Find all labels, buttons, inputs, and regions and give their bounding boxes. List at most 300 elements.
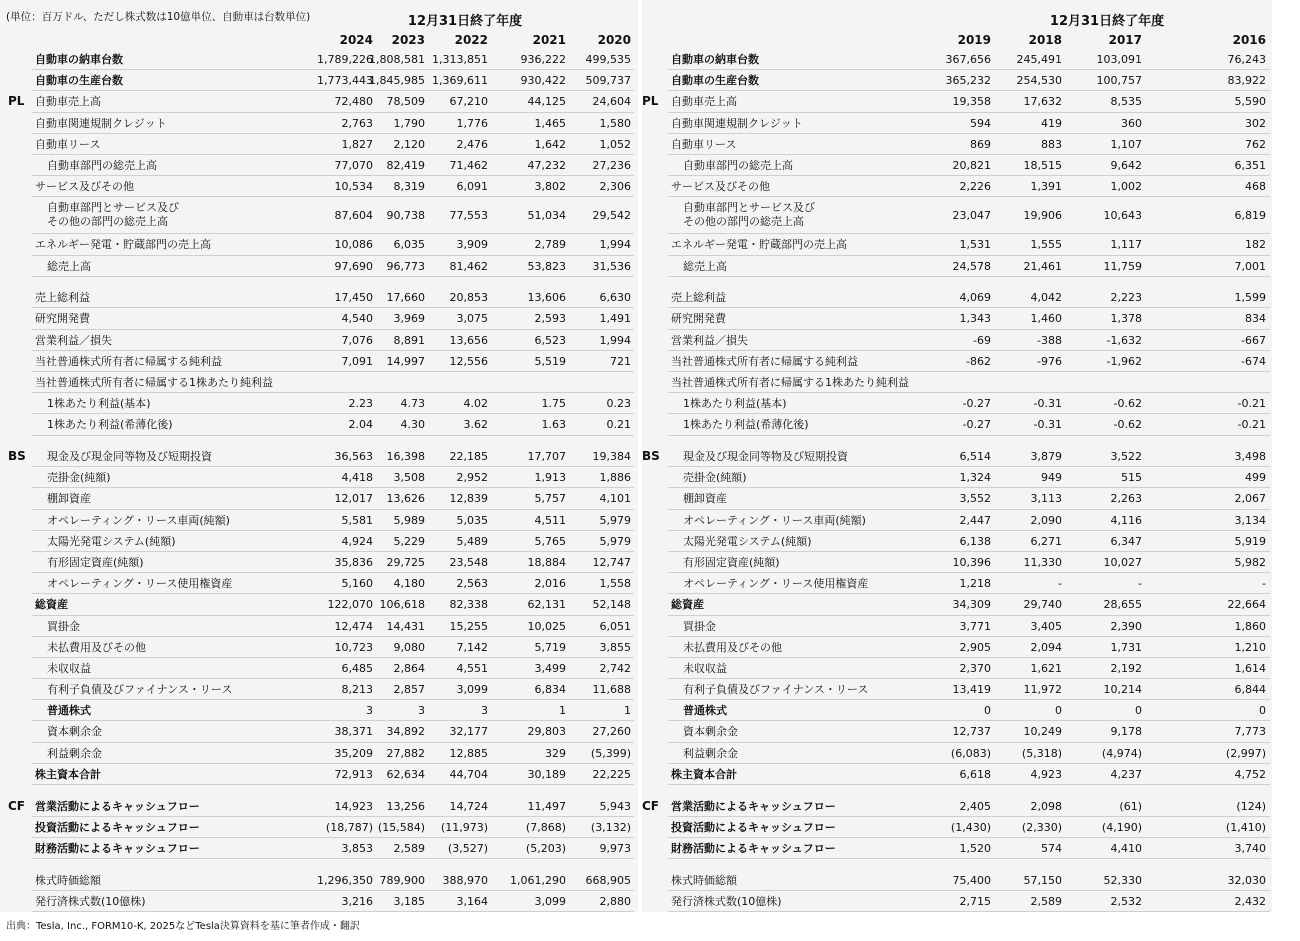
cell-value: (5,203): [525, 841, 566, 855]
cell-value: 28,655: [1103, 598, 1142, 612]
cell-value: 13,656: [449, 333, 488, 347]
cell-value: 5,765: [534, 534, 566, 548]
cell-value: 1,491: [599, 312, 631, 326]
cell-value: 76,243: [1227, 53, 1266, 66]
table-row: [642, 700, 1272, 721]
cell-value: 1,313,851: [432, 53, 488, 66]
cell-value: 3.62: [463, 418, 488, 432]
cell-value: 1,642: [534, 137, 566, 151]
row-label: 株式時価総額: [35, 873, 101, 887]
row-label: 財務活動によるキャッシュフロー: [35, 841, 200, 855]
row-label: 自動車部門とサービス及び その他の部門の総売上高: [47, 201, 179, 229]
cell-value: 10,249: [1023, 725, 1062, 739]
cell-value: 594: [970, 116, 991, 130]
cell-value: 5,160: [341, 577, 373, 591]
cell-value: -667: [1241, 333, 1266, 347]
cell-value: 1,860: [1234, 619, 1266, 633]
row-label: エネルギー発電・貯蔵部門の売上高: [671, 238, 847, 252]
cell-value: 2,447: [959, 513, 991, 527]
row-label: 普通株式: [47, 704, 91, 718]
cell-value: 1,107: [1110, 137, 1142, 151]
section-label: PL: [8, 94, 25, 109]
cell-value: -: [1138, 577, 1142, 591]
row-label: 有利子負債及びファイナンス・リース: [47, 683, 233, 697]
cell-value: 31,536: [592, 259, 631, 273]
row-label: 1株あたり利益(基本): [683, 397, 787, 411]
row-label: 総売上高: [683, 259, 727, 273]
row-label: 営業利益／損失: [671, 333, 748, 347]
cell-value: 97,690: [334, 259, 373, 273]
cell-value: 869: [970, 137, 991, 151]
cell-value: (61): [1119, 799, 1142, 813]
cell-value: 34,309: [952, 598, 991, 612]
cell-value: -976: [1037, 354, 1062, 368]
cell-value: (5,318): [1021, 746, 1062, 760]
cell-value: 1,520: [959, 841, 991, 855]
cell-value: (7,868): [525, 820, 566, 834]
cell-value: 5,943: [599, 799, 631, 813]
cell-value: 254,530: [1016, 74, 1062, 88]
cell-value: 23,548: [449, 555, 488, 569]
cell-value: 8,535: [1110, 95, 1142, 109]
table-row: [0, 176, 638, 197]
cell-value: 53,823: [527, 259, 566, 273]
year-header: 2022: [454, 33, 488, 47]
year-header: 2021: [532, 33, 566, 47]
cell-value: 2,192: [1110, 661, 1142, 675]
cell-value: 47,232: [527, 158, 566, 172]
table-row: [0, 234, 638, 255]
year-header: 2020: [597, 33, 631, 47]
row-label: 当社普通株式所有者に帰属する純利益: [35, 354, 222, 368]
cell-value: 10,086: [334, 238, 373, 252]
table-row: [642, 721, 1272, 742]
cell-value: 3,552: [959, 492, 991, 506]
table-row: [0, 113, 638, 134]
table-row: [642, 134, 1272, 155]
table-row: [642, 616, 1272, 637]
cell-value: 21,461: [1023, 259, 1062, 273]
cell-value: 15,255: [449, 619, 488, 633]
cell-value: 4,180: [393, 577, 425, 591]
row-label: 発行済株式数(10億株): [671, 894, 782, 908]
row-label: 当社普通株式所有者に帰属する純利益: [671, 354, 858, 368]
table-row: [0, 531, 638, 552]
row-label: 売掛金(純額): [47, 471, 111, 485]
row-label: 現金及び現金同等物及び短期投資: [683, 450, 848, 463]
fiscal-year-title: 12月31日終了年度: [1049, 14, 1165, 29]
row-label: 投資活動によるキャッシュフロー: [671, 820, 836, 834]
table-row: [0, 679, 638, 700]
cell-value: 182: [1245, 238, 1266, 252]
cell-value: 1,460: [1030, 312, 1062, 326]
row-label: 自動車リース: [671, 137, 737, 151]
row-label: 利益剰余金: [47, 746, 102, 760]
cell-value: 81,462: [449, 259, 488, 273]
cell-value: 13,606: [527, 291, 566, 305]
table-row: [642, 743, 1272, 764]
cell-value: 936,222: [520, 53, 566, 66]
cell-value: 5,581: [341, 513, 373, 527]
cell-value: 3,802: [534, 180, 566, 194]
cell-value: 20,821: [952, 158, 991, 172]
row-label: 1株あたり利益(希薄化後): [47, 418, 173, 432]
cell-value: 7,001: [1234, 259, 1266, 273]
cell-value: 5,229: [393, 534, 425, 548]
row-label: 投資活動によるキャッシュフロー: [35, 820, 200, 834]
row-label: サービス及びその他: [671, 180, 770, 194]
cell-value: 24,578: [952, 259, 991, 273]
cell-value: 3,113: [1030, 492, 1062, 506]
cell-value: 3: [418, 704, 425, 718]
cell-value: (1,410): [1225, 820, 1266, 834]
cell-value: 9,080: [393, 640, 425, 654]
table-row: [642, 552, 1272, 573]
cell-value: 5,979: [599, 534, 631, 548]
table-row: [0, 308, 638, 329]
cell-value: 2,589: [1030, 894, 1062, 908]
cell-value: 0: [984, 704, 991, 718]
cell-value: 4,551: [456, 661, 488, 675]
table-row: [0, 155, 638, 176]
cell-value: 2,789: [534, 238, 566, 252]
table-row: [0, 446, 638, 467]
cell-value: 4,237: [1110, 767, 1142, 781]
row-label: 未払費用及びその他: [47, 640, 146, 654]
section-label: CF: [642, 798, 660, 813]
cell-value: 2,905: [959, 640, 991, 654]
cell-value: 8,213: [341, 683, 373, 697]
cell-value: 32,030: [1227, 873, 1266, 887]
panel-2016-2019: [642, 0, 1272, 912]
cell-value: -0.62: [1113, 418, 1142, 432]
table-row: [642, 467, 1272, 488]
cell-value: 3,499: [534, 661, 566, 675]
cell-value: 6,844: [1234, 683, 1266, 697]
cell-value: 1,621: [1030, 661, 1062, 675]
cell-value: 4,924: [341, 534, 373, 548]
row-label: 自動車リース: [35, 137, 101, 151]
cell-value: 77,070: [334, 158, 373, 172]
cell-value: 1,558: [599, 577, 631, 591]
row-label: 買掛金: [47, 619, 80, 633]
cell-value: 82,338: [449, 598, 488, 612]
table-row: [642, 414, 1272, 435]
table-row: [642, 91, 1272, 112]
cell-value: 6,630: [599, 291, 631, 305]
cell-value: 1,061,290: [510, 873, 566, 887]
table-row: [0, 658, 638, 679]
section-label: BS: [8, 449, 26, 463]
row-label: 自動車売上高: [671, 95, 737, 109]
cell-value: 11,972: [1023, 683, 1062, 697]
cell-value: 2,306: [599, 180, 631, 194]
cell-value: -: [1262, 577, 1266, 591]
cell-value: 3,134: [1234, 513, 1266, 527]
cell-value: 51,034: [527, 209, 566, 223]
cell-value: 1,378: [1110, 312, 1142, 326]
cell-value: 2.04: [348, 418, 373, 432]
cell-value: 2,405: [959, 799, 991, 813]
cell-value: 4.73: [400, 397, 425, 411]
cell-value: 3,498: [1234, 450, 1266, 463]
table-row: [0, 616, 638, 637]
cell-value: (11,973): [440, 820, 488, 834]
table-row: [642, 155, 1272, 176]
cell-value: 360: [1121, 116, 1142, 130]
cell-value: 103,091: [1096, 53, 1142, 66]
table-row: [642, 49, 1272, 70]
table-row: [0, 510, 638, 531]
cell-value: 10,534: [334, 180, 373, 194]
cell-value: 6,271: [1030, 534, 1062, 548]
cell-value: 20,853: [449, 291, 488, 305]
cell-value: 2,120: [393, 137, 425, 151]
row-label: 未収収益: [683, 661, 727, 675]
row-label: 未収収益: [47, 661, 91, 675]
cell-value: 3,522: [1110, 450, 1142, 463]
row-label: 棚卸資産: [683, 492, 727, 506]
year-header: 2023: [391, 33, 425, 47]
cell-value: 5,757: [534, 492, 566, 506]
cell-value: 52,330: [1103, 873, 1142, 887]
cell-value: 9,973: [599, 841, 631, 855]
cell-value: 1,343: [959, 312, 991, 326]
table-row: [642, 573, 1272, 594]
cell-value: 4,923: [1030, 767, 1062, 781]
cell-value: 949: [1041, 471, 1062, 485]
cell-value: 36,563: [334, 450, 373, 463]
table-row: [0, 49, 638, 70]
cell-value: 3,099: [534, 894, 566, 908]
cell-value: 3,216: [341, 894, 373, 908]
cell-value: 8,319: [393, 180, 425, 194]
cell-value: 10,027: [1103, 555, 1142, 569]
cell-value: (4,190): [1101, 820, 1142, 834]
cell-value: 1,994: [599, 333, 631, 347]
cell-value: 12,737: [952, 725, 991, 739]
cell-value: 4,410: [1110, 841, 1142, 855]
cell-value: 17,632: [1023, 95, 1062, 109]
row-label: 資本剰余金: [47, 725, 102, 739]
row-label: サービス及びその他: [35, 180, 134, 194]
section-label: CF: [8, 798, 26, 813]
row-label: 営業活動によるキャッシュフロー: [671, 799, 836, 813]
cell-value: 22,185: [449, 450, 488, 463]
cell-value: 7,773: [1234, 725, 1266, 739]
cell-value: 30,189: [527, 767, 566, 781]
table-row: [0, 91, 638, 112]
cell-value: 6,485: [341, 661, 373, 675]
cell-value: 96,773: [386, 259, 425, 273]
year-header: 2016: [1232, 33, 1266, 47]
cell-value: 38,371: [334, 725, 373, 739]
cell-value: -0.27: [962, 397, 991, 411]
cell-value: 1,210: [1234, 640, 1266, 654]
cell-value: 0: [1135, 704, 1142, 718]
row-label: 有形固定資産(純額): [683, 555, 780, 569]
row-label: 自動車の納車台数: [35, 53, 123, 66]
cell-value: 32,177: [449, 725, 488, 739]
cell-value: (2,997): [1225, 746, 1266, 760]
cell-value: 302: [1245, 116, 1266, 130]
table-row: [0, 330, 638, 351]
cell-value: 72,913: [334, 767, 373, 781]
cell-value: (1,430): [950, 820, 991, 834]
table-row: [0, 721, 638, 742]
cell-value: -0.31: [1033, 418, 1062, 432]
cell-value: 29,740: [1023, 598, 1062, 612]
table-row: [0, 134, 638, 155]
cell-value: 2,432: [1234, 894, 1266, 908]
cell-value: 6,091: [456, 180, 488, 194]
table-row: [0, 796, 638, 817]
unit-note: (単位：百万ドル、ただし株式数は10億単位、自動車は台数単位): [6, 11, 311, 23]
table-row: [0, 552, 638, 573]
cell-value: 1.75: [541, 397, 566, 411]
row-label: 普通株式: [683, 704, 727, 718]
cell-value: 2,532: [1110, 894, 1142, 908]
row-label: 利益剰余金: [683, 746, 738, 760]
table-row: [0, 838, 638, 859]
row-label: オペレーティング・リース車両(純額): [47, 513, 230, 527]
table-row: [642, 488, 1272, 509]
cell-value: 8,891: [393, 333, 425, 347]
row-label: 現金及び現金同等物及び短期投資: [47, 450, 212, 463]
year-header: 2018: [1028, 33, 1062, 47]
cell-value: 34,892: [386, 725, 425, 739]
cell-value: 4,116: [1110, 513, 1142, 527]
source-note: 出典：Tesla, Inc., FORM10-K, 2025などTesla決算資料を基に筆者作成・翻訳: [6, 921, 360, 932]
cell-value: 3,099: [456, 683, 488, 697]
cell-value: (3,527): [447, 841, 488, 855]
row-label: 売上総利益: [671, 291, 726, 305]
cell-value: 2,094: [1030, 640, 1062, 654]
row-label: 自動車部門の総売上高: [683, 158, 793, 172]
cell-value: -0.21: [1237, 418, 1266, 432]
cell-value: -388: [1037, 333, 1062, 347]
cell-value: 4,042: [1030, 291, 1062, 305]
table-row: [642, 197, 1272, 234]
cell-value: 87,604: [334, 209, 373, 223]
cell-value: 2,226: [959, 180, 991, 194]
year-header: 2019: [957, 33, 991, 47]
cell-value: 4,540: [341, 312, 373, 326]
cell-value: 574: [1041, 841, 1062, 855]
row-label: 資本剰余金: [683, 725, 738, 739]
cell-value: -0.62: [1113, 397, 1142, 411]
cell-value: 72,480: [334, 95, 373, 109]
cell-value: 82,419: [386, 158, 425, 172]
cell-value: 1,773,443: [317, 74, 373, 88]
table-row: [642, 838, 1272, 859]
cell-value: 22,664: [1227, 598, 1266, 612]
cell-value: 19,906: [1023, 209, 1062, 223]
cell-value: 1,580: [599, 116, 631, 130]
row-label: 有利子負債及びファイナンス・リース: [683, 683, 869, 697]
table-row: [642, 870, 1272, 891]
cell-value: 13,419: [952, 683, 991, 697]
cell-value: 5,035: [456, 513, 488, 527]
cell-value: -: [1058, 577, 1062, 591]
cell-value: 12,474: [334, 619, 373, 633]
row-label: 研究開発費: [671, 312, 726, 326]
cell-value: 2,864: [393, 661, 425, 675]
cell-value: 2,715: [959, 894, 991, 908]
cell-value: 1,614: [1234, 661, 1266, 675]
cell-value: 62,131: [527, 598, 566, 612]
year-header: 2017: [1108, 33, 1142, 47]
cell-value: -1,962: [1106, 354, 1142, 368]
row-label: 有形固定資産(純額): [47, 555, 144, 569]
cell-value: 19,384: [592, 450, 631, 463]
cell-value: 5,979: [599, 513, 631, 527]
cell-value: 1,117: [1110, 238, 1142, 252]
row-label: 総資産: [671, 598, 704, 612]
cell-value: 1,324: [959, 471, 991, 485]
table-row: [642, 308, 1272, 329]
cell-value: 419: [1041, 116, 1062, 130]
table-body: [0, 49, 638, 912]
cell-value: 2,223: [1110, 291, 1142, 305]
cell-value: -674: [1241, 354, 1266, 368]
row-label: 太陽光発電システム(純額): [47, 534, 176, 548]
table-row: [642, 113, 1272, 134]
cell-value: 4,511: [534, 513, 566, 527]
cell-value: -0.27: [962, 418, 991, 432]
table-row: [0, 467, 638, 488]
row-label: オペレーティング・リース使用権資産: [683, 577, 869, 591]
cell-value: 2,880: [599, 894, 631, 908]
cell-value: 11,688: [592, 683, 631, 697]
table-row: [0, 594, 638, 615]
cell-value: 6,347: [1110, 534, 1142, 548]
cell-value: 883: [1041, 137, 1062, 151]
row-label: オペレーティング・リース使用権資産: [47, 577, 233, 591]
cell-value: 35,836: [334, 555, 373, 569]
table-row: [0, 414, 638, 435]
cell-value: 11,497: [527, 799, 566, 813]
cell-value: 6,834: [534, 683, 566, 697]
row-label: 自動車売上高: [35, 95, 101, 109]
cell-value: 1,776: [456, 116, 488, 130]
cell-value: 2,098: [1030, 799, 1062, 813]
cell-value: 2,390: [1110, 619, 1142, 633]
cell-value: 11,759: [1103, 259, 1142, 273]
cell-value: 6,351: [1234, 158, 1266, 172]
table-row: [642, 637, 1272, 658]
cell-value: (6,083): [950, 746, 991, 760]
row-label: 発行済株式数(10億株): [35, 894, 146, 908]
row-label: 未払費用及びその他: [683, 640, 782, 654]
row-label: 総売上高: [47, 259, 91, 273]
cell-value: 499: [1245, 471, 1266, 485]
cell-value: 23,047: [952, 209, 991, 223]
cell-value: 0.23: [606, 397, 631, 411]
cell-value: 2,563: [456, 577, 488, 591]
row-label: 株主資本合計: [671, 767, 737, 781]
cell-value: 1,886: [599, 471, 631, 485]
cell-value: 10,025: [527, 619, 566, 633]
cell-value: 365,232: [945, 74, 991, 88]
cell-value: 22,225: [592, 767, 631, 781]
cell-value: 13,256: [386, 799, 425, 813]
cell-value: 1: [624, 704, 631, 718]
cell-value: 2,263: [1110, 492, 1142, 506]
table-row: [642, 256, 1272, 277]
table-row: [0, 197, 638, 234]
cell-value: 6,514: [959, 450, 991, 463]
